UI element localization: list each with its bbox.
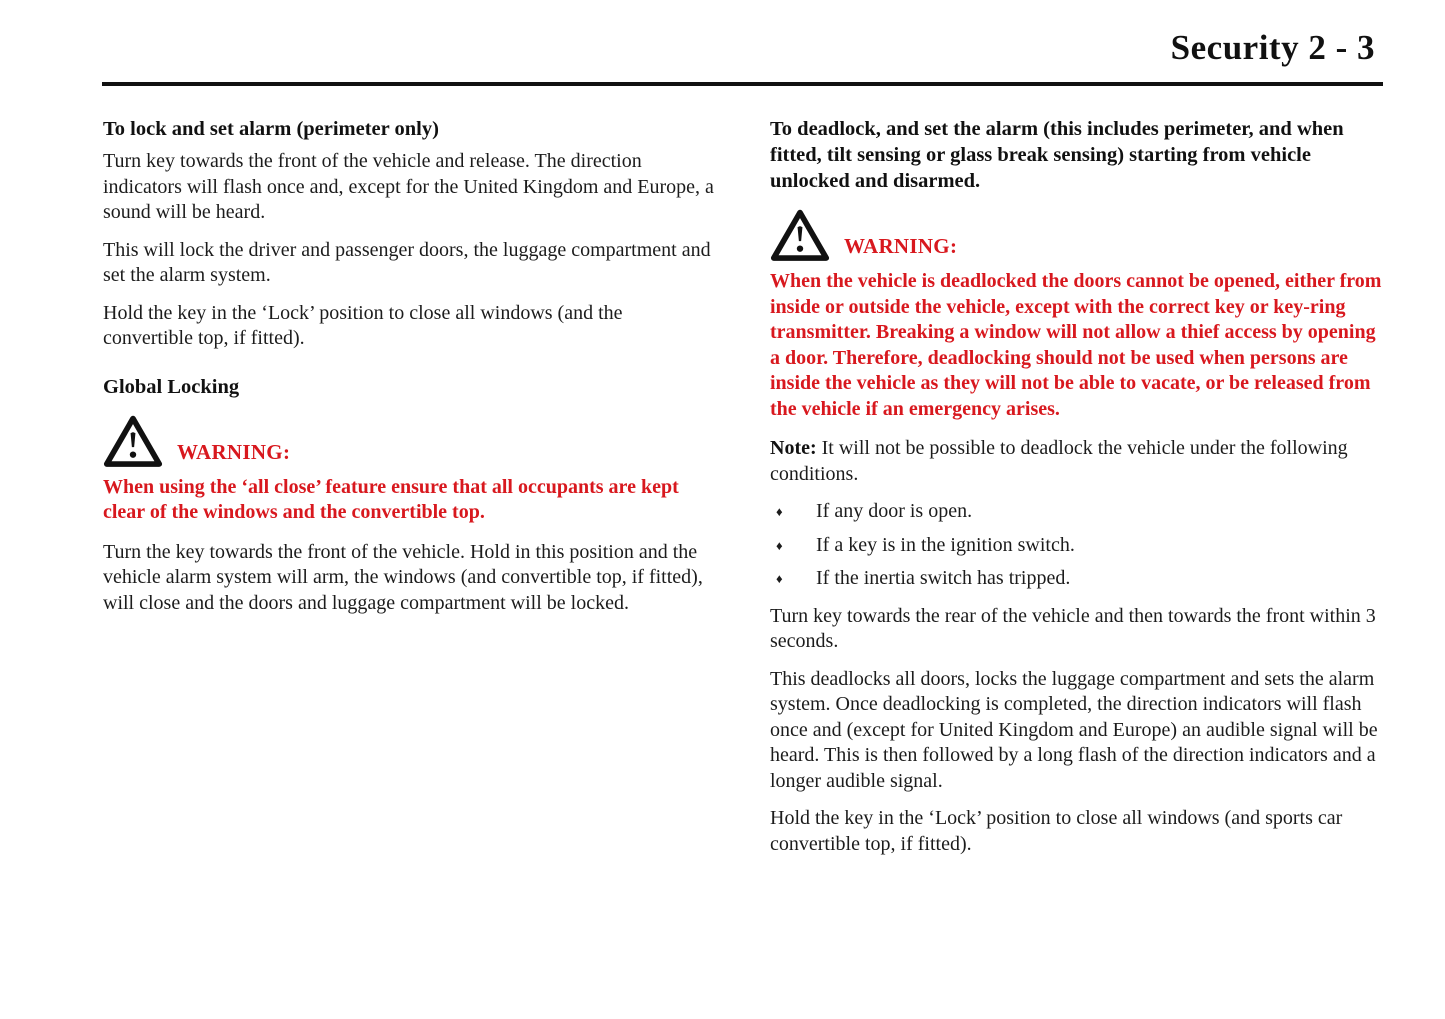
section-heading-lock-and-set-alarm: To lock and set alarm (perimeter only) bbox=[103, 118, 439, 140]
list-item bbox=[770, 566, 1382, 592]
list-item-text: If the inertia switch has tripped. bbox=[816, 567, 1071, 589]
warning-triangle-icon bbox=[103, 414, 163, 469]
warning-header bbox=[103, 414, 715, 469]
bullet-icon: ♦ bbox=[776, 504, 783, 519]
paragraph: This will lock the driver and passenger doors, the luggage compartment and set the alarm system. bbox=[103, 238, 711, 286]
note-label: Note: bbox=[770, 437, 817, 459]
bullet-icon: ♦ bbox=[776, 571, 783, 586]
paragraph: Hold the key in the ‘Lock’ position to close all windows (and sports car convertible top, if fitted). bbox=[770, 807, 1343, 855]
section-heading-deadlock: To deadlock, and set the alarm (this includes perimeter, and when fitted, tilt sensing or glass break sensing) starting from vehicle unlocked and disarmed. bbox=[770, 118, 1344, 192]
section-heading-global-locking: Global Locking bbox=[103, 375, 240, 398]
list-item bbox=[770, 499, 1382, 525]
paragraph: Turn key towards the rear of the vehicle and then towards the front within 3 seconds. bbox=[770, 604, 1376, 652]
warning-header bbox=[770, 208, 1382, 263]
deadlock-conditions-list bbox=[770, 499, 1382, 592]
warning-label: WARNING: bbox=[844, 234, 958, 258]
paragraph: This deadlocks all doors, locks the luggage compartment and sets the alarm system. Once deadlocking is completed, the direction indicators will flash once and (except for United Kingdom and Europe) an audible signal will be heard. This is then followed by a long flash of the direction indicators and a longer audible signal. bbox=[770, 667, 1378, 792]
page-title: Security 2 - 3 bbox=[1170, 28, 1375, 67]
paragraph: Hold the key in the ‘Lock’ position to close all windows (and the convertible top, if fitted). bbox=[103, 301, 623, 349]
warning-label: WARNING: bbox=[177, 439, 291, 464]
paragraph: Turn the key towards the front of the vehicle. Hold in this position and the vehicle alarm system will arm, the windows (and convertible top, if fitted), will close and the doors and luggage compartment will be locked. bbox=[103, 540, 703, 614]
header-rule bbox=[102, 82, 1383, 86]
warning-text: When the vehicle is deadlocked the doors cannot be opened, either from inside or outside the vehicle, except with the correct key or key-ring transmitter. Breaking a window will not allow a thief access by opening a door. Therefore, deadlocking should not be used when persons are inside the vehicle as they will not be able to vacate, or be released from the vehicle if an emergency arises. bbox=[770, 270, 1382, 420]
right-column bbox=[770, 116, 1382, 869]
paragraph: Turn key towards the front of the vehicle and release. The direction indicators will flash once and, except for the United Kingdom and Europe, a sound will be heard. bbox=[103, 150, 714, 223]
left-column bbox=[103, 116, 715, 628]
note-paragraph bbox=[770, 436, 1382, 487]
list-item-text: If any door is open. bbox=[816, 500, 973, 522]
list-item-text: If a key is in the ignition switch. bbox=[816, 533, 1075, 556]
list-item bbox=[770, 533, 1382, 559]
bullet-icon: ♦ bbox=[776, 537, 783, 553]
note-text: It will not be possible to deadlock the vehicle under the following conditions. bbox=[770, 437, 1348, 485]
warning-triangle-icon bbox=[770, 208, 830, 263]
warning-text: When using the ‘all close’ feature ensure that all occupants are kept clear of the windows and the convertible top. bbox=[103, 475, 679, 523]
